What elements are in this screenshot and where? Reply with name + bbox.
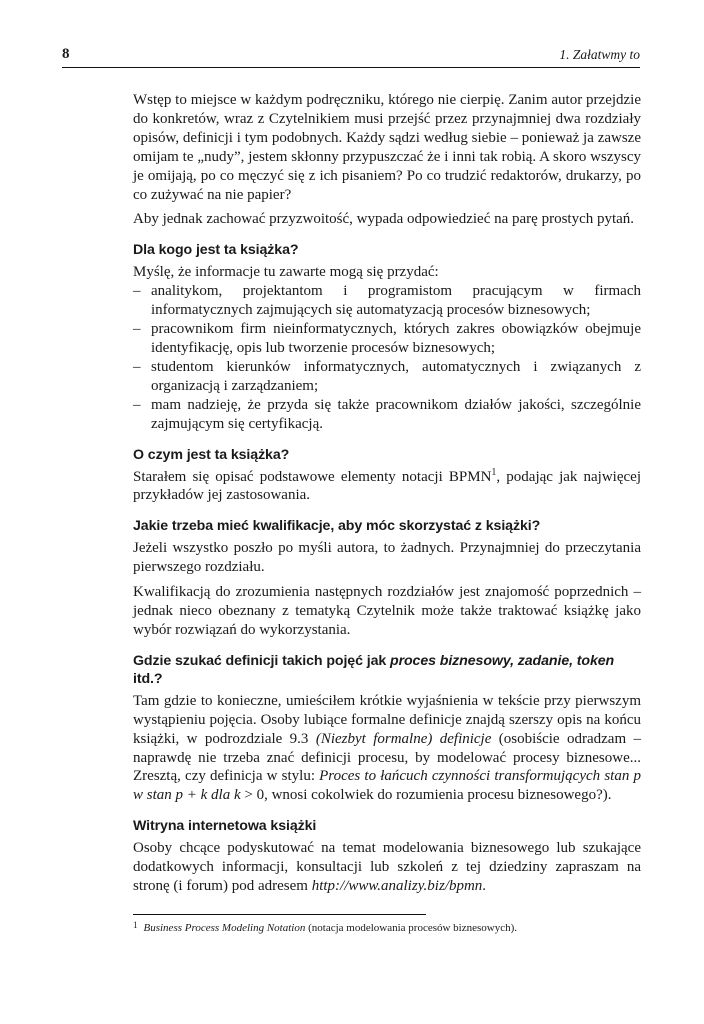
definitions-example: Proces to łańcuch czynności transformujących stan p w stan p + k dla k (133, 768, 641, 804)
list-item: – studentom kierunków informatycznych, automatycznych i związanych z organizacją i zarządzaniem; (133, 358, 641, 396)
heading-about: O czym jest ta książka? (133, 446, 290, 463)
audience-list (133, 282, 641, 433)
heading-audience: Dla kogo jest ta książka? (133, 242, 299, 259)
definitions-text-3: > 0, wnosi cokolwiek do rozumienia procesu biznesowego?). (240, 787, 612, 804)
list-item: – pracownikom firm nieinformatycznych, których zakres obowiązków obejmuje identyfikację, opis lub tworzenie procesów biznesowych; (133, 320, 641, 358)
intro-paragraph-2: Aby jednak zachować przyzwoitość, wypada odpowiedzieć na parę prostych pytań. (133, 211, 635, 228)
about-text-end: , podając jak najwięcej przykładów jej zastosowania. (133, 468, 641, 504)
definitions-text-1: Tam gdzie to konieczne, umieściłem krótkie wyjaśnienia w tekście przy pierwszym wystąpieniu pojęcia. Osoby lubiące formalne definicje znajdą szerszy opis na końcu książki, w podrozdziale 9.3 (133, 692, 641, 747)
definitions-paragraph (133, 692, 641, 805)
audience-lead: Myślę, że informacje tu zawarte mogą się przydać: (133, 264, 439, 281)
qualifications-paragraph-1: Jeżeli wszystko poszło po myśli autora, to żadnych. Przynajmniej do przeczytania pierwszego rozdziału. (133, 540, 641, 576)
page-header (62, 46, 640, 68)
definitions-text-2: (osobiście odradzam – naprawdę nie trzeba znać definicji procesu, by modelować procesy biznesowe... Zresztą, czy definicja w stylu: (133, 730, 641, 785)
website-paragraph (133, 839, 641, 896)
header-rule (62, 67, 640, 68)
about-text: Starałem się opisać podstawowe elementy notacji BPMN (133, 468, 492, 485)
website-url: http://www.analizy.biz/bpmn (311, 878, 483, 895)
heading-qualifications: Jakie trzeba mieć kwalifikacje, aby móc skorzystać z książki? (133, 518, 541, 535)
definitions-section-title: (Niezbyt formalne) definicje (315, 730, 492, 747)
footnote-rule (133, 914, 426, 915)
main-text (133, 91, 641, 902)
about-paragraph (133, 468, 641, 506)
heading-website: Witryna internetowa książki (133, 818, 317, 835)
list-item: – analitykom, projektantom i programistom pracującym w firmach informatycznych zajmujących się automatyzacją procesów biznesowych; (133, 282, 641, 320)
page-number: 8 (62, 46, 70, 62)
website-text: Osoby chcące podyskutować na temat modelowania biznesowego lub szukające dodatkowych informacji, konsultacji lub szkoleń z tej dziedziny zapraszam na stronę (i forum) pod adresem (133, 840, 641, 895)
running-title: 1. Załatwmy to (559, 47, 640, 62)
list-item: – mam nadzieję, że przyda się także pracownikom działów jakości, szczególnie zajmującym się certyfikacją. (133, 396, 641, 434)
intro-paragraph-1: Wstęp to miejsce w każdym podręczniku, którego nie cierpię. Zanim autor przejdzie do konkretów, wraz z Czytelnikiem musi przejść przez przynajmniej dwa rozdziały opisów, definicji i tym podobnych. Każdy sądzi według siebie – ponieważ ja zawsze omijam te „nudy”, jestem skłonny przypuszczać że i inni tak robią. A skoro wszyscy je omijają, po co męczyć się z ich pisaniem? Po co trudzić redaktorów, drukarzy, po co zużywać na nie papier? (133, 92, 641, 203)
footnote-text: (notacja modelowania procesów biznesowych). (305, 922, 518, 934)
heading-definitions (133, 652, 641, 688)
website-text-end: . (482, 878, 487, 895)
heading-definitions-terms: proces biznesowy, zadanie, token (390, 652, 615, 669)
heading-definitions-start: Gdzie szukać definicji takich pojęć jak (133, 652, 390, 669)
footnote-reference: 1 (491, 466, 497, 478)
footnote-mark: 1 (133, 920, 138, 930)
heading-definitions-end: itd.? (133, 670, 163, 687)
qualifications-paragraph-2: Kwalifikacją do zrozumienia następnych rozdziałów jest znajomość poprzednich – jednak nieco obeznany z tematyką Czytelnik może także traktować książkę jako wybór rozwiązań do wykorzystania. (133, 584, 641, 638)
footnote (133, 918, 641, 935)
footnote-term: Business Process Modeling Notation (143, 922, 306, 934)
